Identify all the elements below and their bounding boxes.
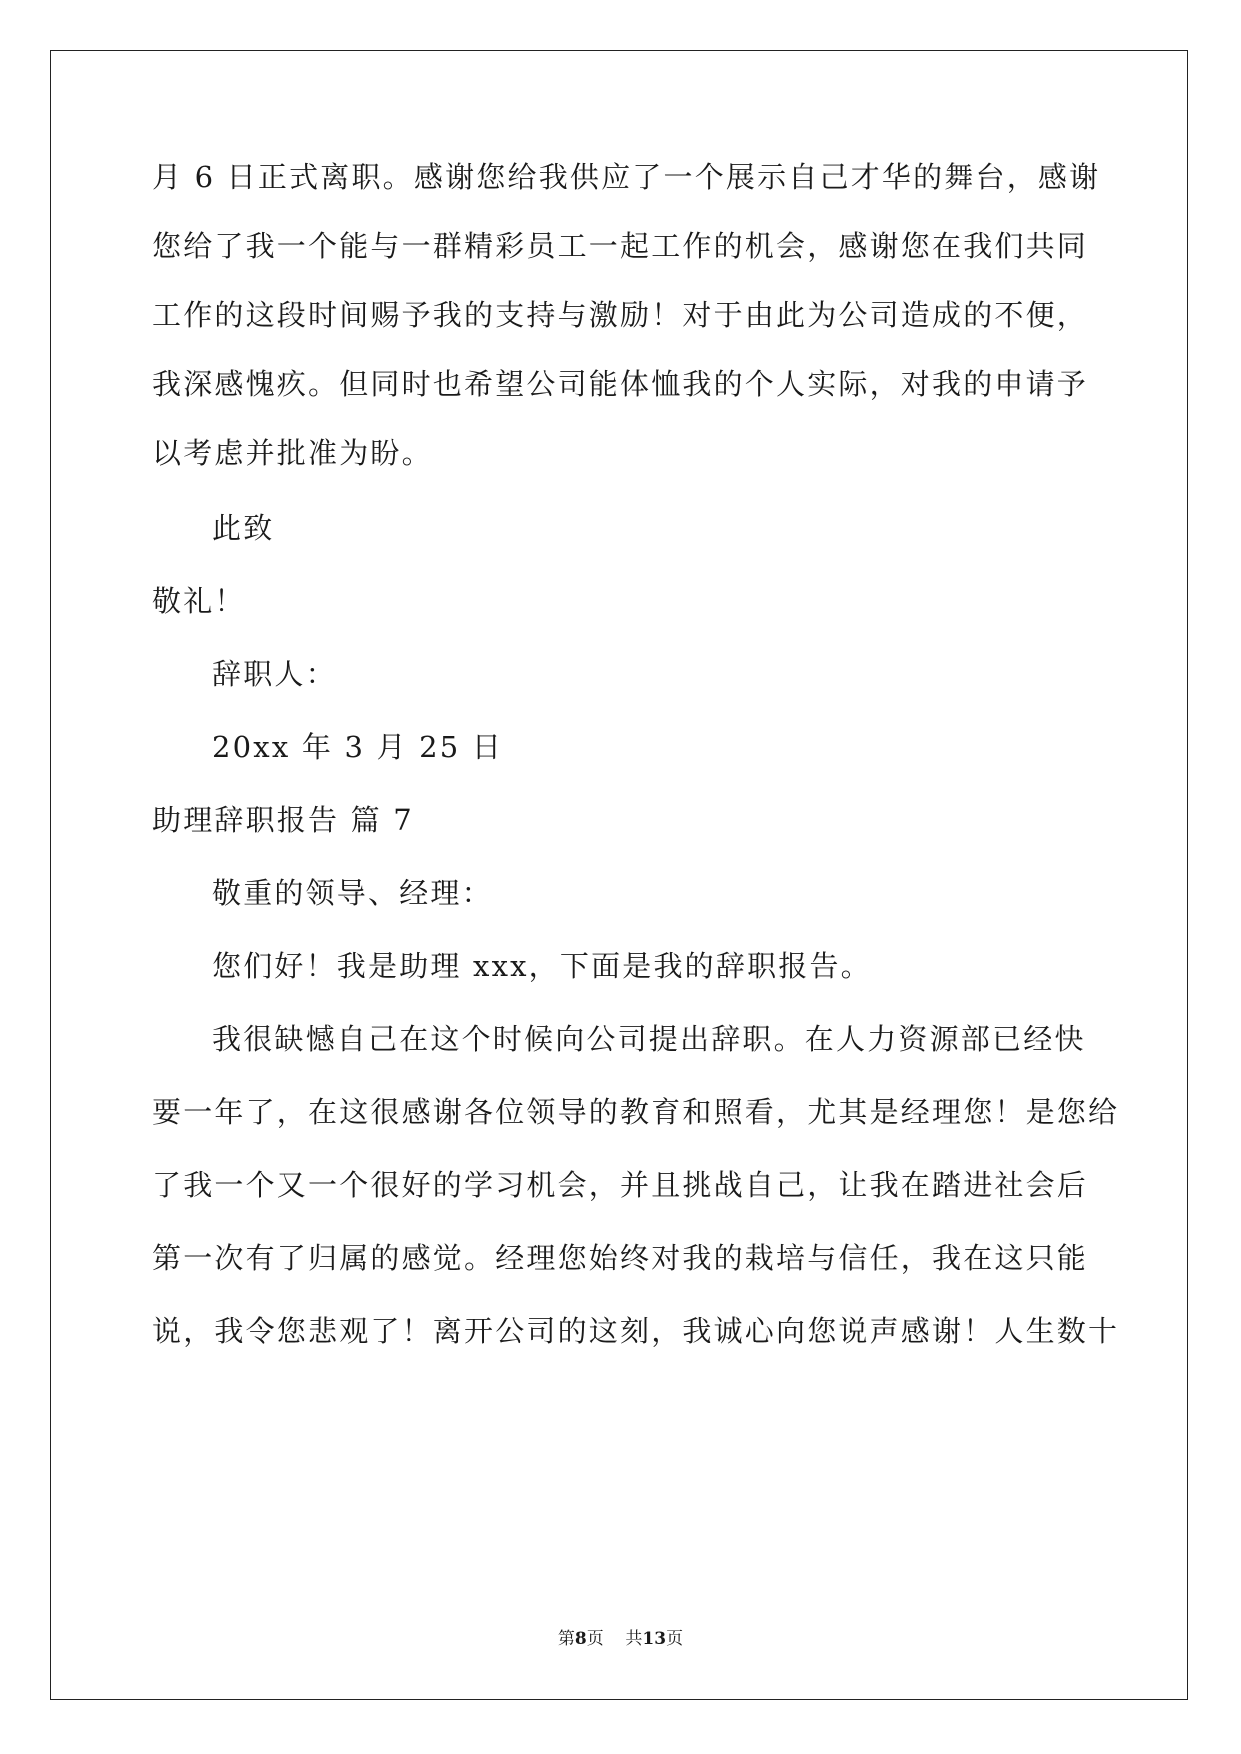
- total-suffix: 页: [666, 1629, 684, 1649]
- intro-line: 您们好！我是助理 xxx，下面是我的辞职报告。: [212, 949, 872, 983]
- page-footer: [0, 1627, 1241, 1651]
- closing-regards: 敬礼！: [152, 584, 246, 618]
- page-suffix: 页: [586, 1629, 604, 1649]
- text-line: 我深感愧疚。但同时也希望公司能体恤我的个人实际，对我的申请予: [152, 367, 1089, 401]
- text-line: 我很缺憾自己在这个时候向公司提出辞职。在人力资源部已经快: [212, 1022, 1086, 1056]
- page-prefix: 第: [557, 1629, 575, 1649]
- text-line: 了我一个又一个很好的学习机会，并且挑战自己，让我在踏进社会后: [152, 1168, 1089, 1202]
- signature-label: 辞职人：: [212, 657, 337, 691]
- page-number: 8: [574, 1629, 587, 1649]
- total-prefix: 共: [625, 1629, 643, 1649]
- text-line: 工作的这段时间赐予我的支持与激励！对于由此为公司造成的不便，: [152, 298, 1089, 332]
- text-line: 月 6 日正式离职。感谢您给我供应了一个展示自己才华的舞台，感谢: [152, 160, 1101, 194]
- text-line: 以考虑并批准为盼。: [152, 436, 433, 470]
- greeting: 敬重的领导、经理：: [212, 876, 493, 910]
- text-line: 您给了我一个能与一群精彩员工一起工作的机会，感谢您在我们共同: [152, 229, 1089, 263]
- closing-salutation: 此致: [212, 511, 275, 545]
- text-line: 第一次有了归属的感觉。经理您始终对我的栽培与信任，我在这只能: [152, 1241, 1089, 1275]
- text-line: 说，我令您悲观了！离开公司的这刻，我诚心向您说声感谢！人生数十: [152, 1314, 1120, 1348]
- section-heading: 助理辞职报告 篇 7: [152, 803, 414, 837]
- total-pages: 13: [642, 1629, 667, 1649]
- date-line: 20xx 年 3 月 25 日: [212, 730, 504, 764]
- text-line: 要一年了，在这很感谢各位领导的教育和照看，尤其是经理您！是您给: [152, 1095, 1120, 1129]
